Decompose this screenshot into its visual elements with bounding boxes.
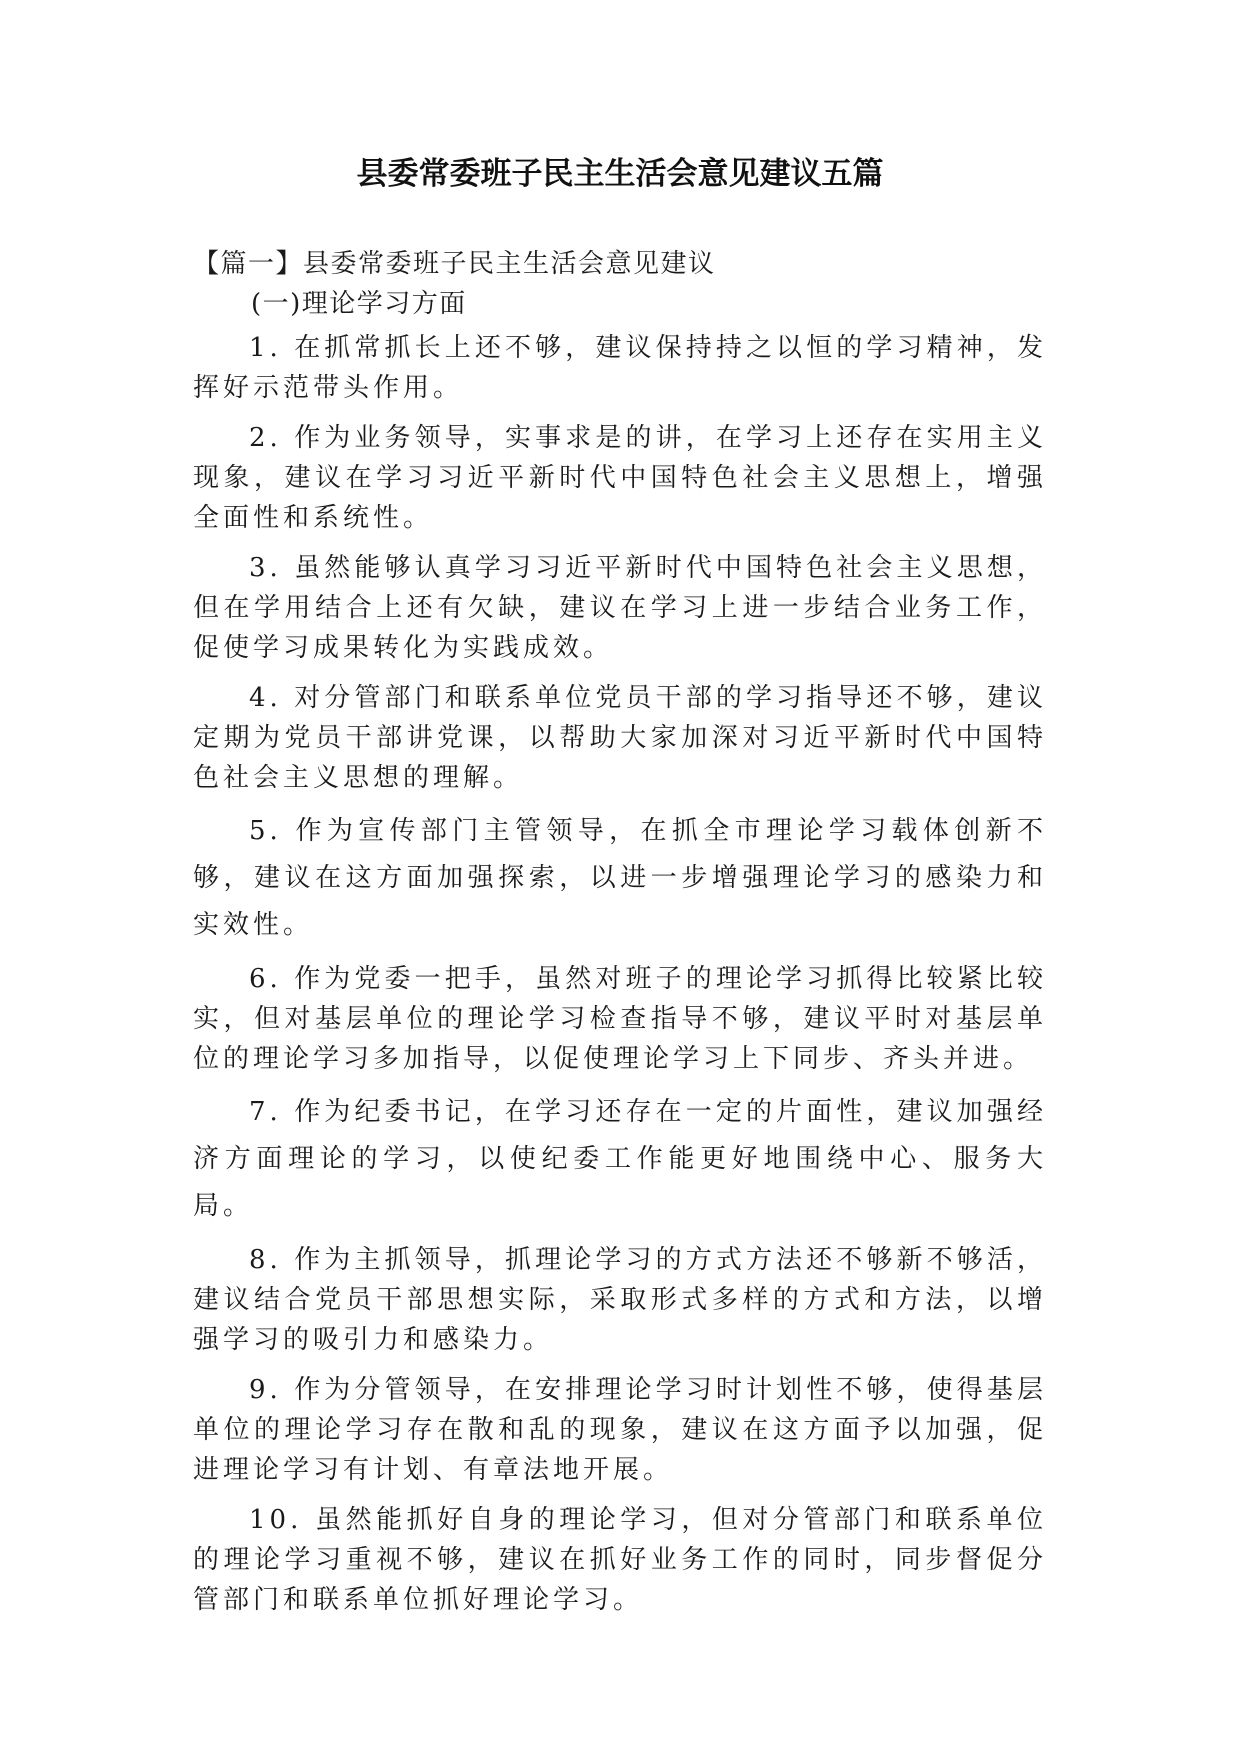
suggestion-item-4: 4. 对分管部门和联系单位党员干部的学习指导还不够，建议定期为党员干部讲党课，以帮助大家加深对习近平新时代中国特色社会主义思想的理解。 bbox=[193, 683, 1047, 793]
suggestion-item-2: 2. 作为业务领导，实事求是的讲，在学习上还存在实用主义现象，建议在学习习近平新时代中国特色社会主义思想上，增强全面性和系统性。 bbox=[193, 423, 1047, 533]
suggestion-item-6: 6. 作为党委一把手，虽然对班子的理论学习抓得比较紧比较实，但对基层单位的理论学习检查指导不够，建议平时对基层单位的理论学习多加指导，以促使理论学习上下同步、齐头并进。 bbox=[193, 964, 1047, 1074]
document-body bbox=[193, 244, 1047, 1630]
subsection-heading: (一)理论学习方面 bbox=[251, 289, 467, 319]
section-heading: 【篇一】县委常委班子民主生活会意见建议 bbox=[193, 249, 716, 279]
document-title: 县委常委班子民主生活会意见建议五篇 bbox=[356, 156, 884, 192]
suggestion-item-8: 8. 作为主抓领导，抓理论学习的方式方法还不够新不够活， 建议结合党员干部思想实际，采取形式多样的方式和方法，以增强学习的吸引力和感染力。 bbox=[193, 1245, 1047, 1355]
suggestion-item-9: 9. 作为分管领导，在安排理论学习时计划性不够，使得基层单位的理论学习存在散和乱的现象，建议在这方面予以加强，促进理论学习有计划、有章法地开展。 bbox=[193, 1375, 1047, 1485]
suggestion-item-3: 3. 虽然能够认真学习习近平新时代中国特色社会主义思想，但在学用结合上还有欠缺，建议在学习上进一步结合业务工作， 促使学习成果转化为实践成效。 bbox=[193, 553, 1047, 663]
suggestion-item-10: 10. 虽然能抓好自身的理论学习，但对分管部门和联系单位的理论学习重视不够，建议在抓好业务工作的同时，同步督促分管部门和联系单位抓好理论学习。 bbox=[193, 1505, 1047, 1615]
suggestion-item-7: 7. 作为纪委书记，在学习还存在一定的片面性，建议加强经济方面理论的学习，以使纪委工作能更好地围绕中心、服务大局。 bbox=[193, 1097, 1047, 1221]
suggestion-item-5: 5. 作为宣传部门主管领导，在抓全市理论学习载体创新不够，建议在这方面加强探索，以进一步增强理论学习的感染力和实效性。 bbox=[193, 816, 1047, 940]
suggestion-item-1: 1. 在抓常抓长上还不够，建议保持持之以恒的学习精神，发挥好示范带头作用。 bbox=[193, 333, 1047, 403]
